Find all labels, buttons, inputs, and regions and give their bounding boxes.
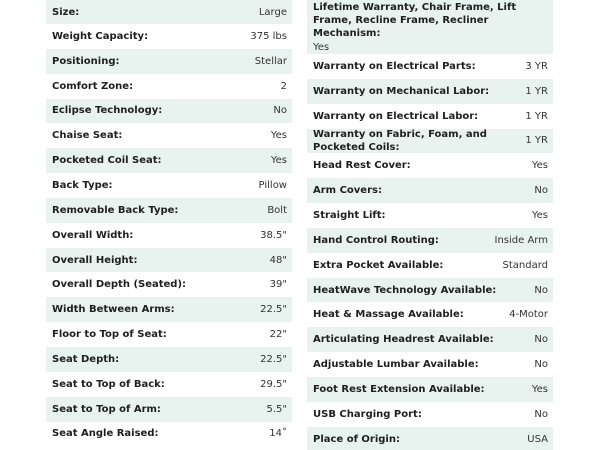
spec-row-pocketed-coil-seat xyxy=(46,148,292,173)
spec-row-usb-charging-port xyxy=(307,402,553,427)
spec-row-size xyxy=(46,0,292,24)
spec-value: Yes xyxy=(313,41,330,53)
spec-row-extra-pocket-available xyxy=(307,253,553,278)
spec-value: Yes xyxy=(270,155,287,167)
spec-label: Extra Pocket Available: xyxy=(313,259,444,271)
spec-label: Straight Lift: xyxy=(313,209,386,221)
spec-label: Removable Back Type: xyxy=(52,204,179,216)
spec-label: Warranty on Electrical Labor: xyxy=(313,110,479,122)
spec-row-chaise-seat xyxy=(46,123,292,148)
spec-row-seat-to-top-of-back xyxy=(46,372,292,397)
spec-label: Warranty on Mechanical Labor: xyxy=(313,85,490,97)
spec-table-right xyxy=(307,0,553,450)
spec-label: Warranty on Fabric, Foam, and Pocketed Coils: xyxy=(313,128,487,153)
spec-row-heat-massage-available xyxy=(307,302,553,327)
spec-row-overall-height xyxy=(46,248,292,273)
spec-table-left xyxy=(46,0,292,446)
spec-label: Heat & Massage Available: xyxy=(313,309,464,321)
spec-row-overall-width xyxy=(46,223,292,248)
spec-label: Seat to Top of Arm: xyxy=(52,403,161,415)
spec-row-arm-covers xyxy=(307,178,553,203)
spec-label: Warranty on Electrical Parts: xyxy=(313,60,476,72)
spec-value: No xyxy=(534,359,548,371)
spec-label: Overall Depth (Seated): xyxy=(52,279,187,291)
spec-value: No xyxy=(534,334,548,346)
spec-value: No xyxy=(534,284,548,296)
spec-value: 3 YR xyxy=(525,60,548,72)
spec-label: Floor to Top of Seat: xyxy=(52,329,167,341)
spec-value: 29.5" xyxy=(260,378,287,390)
spec-label: Arm Covers: xyxy=(313,185,382,197)
spec-label: Eclipse Technology: xyxy=(52,105,163,117)
spec-value: Yes xyxy=(531,383,548,395)
spec-value: Yes xyxy=(270,130,287,142)
spec-label: Adjustable Lumbar Available: xyxy=(313,359,479,371)
spec-label: Width Between Arms: xyxy=(52,304,175,316)
spec-value: No xyxy=(534,408,548,420)
spec-row-straight-lift xyxy=(307,203,553,228)
spec-label: Place of Origin: xyxy=(313,433,400,445)
spec-row-adjustable-lumbar-available xyxy=(307,352,553,377)
spec-row-foot-rest-extension-available xyxy=(307,377,553,402)
spec-label: USB Charging Port: xyxy=(313,408,422,420)
spec-row-comfort-zone xyxy=(46,74,292,99)
spec-row-warranty-on-electrical-parts xyxy=(307,54,553,79)
spec-row-eclipse-technology xyxy=(46,99,292,124)
spec-value: USA xyxy=(527,433,548,445)
spec-row-heatwave-technology-available xyxy=(307,278,553,303)
spec-row-weight-capacity xyxy=(46,24,292,49)
spec-row-warranty-on-mechanical-labor xyxy=(307,79,553,104)
spec-value: Large xyxy=(258,6,287,18)
spec-value: 5.5" xyxy=(266,403,287,415)
spec-row-back-type xyxy=(46,173,292,198)
spec-row-removable-back-type xyxy=(46,198,292,223)
spec-value: 1 YR xyxy=(525,85,548,97)
spec-value: 4-Motor xyxy=(509,309,548,321)
spec-label: Overall Width: xyxy=(52,229,134,241)
spec-label: Foot Rest Extension Available: xyxy=(313,383,485,395)
spec-label: Lifetime Warranty, Chair Frame, Lift Frame, Recline Frame, Recliner Mechanism: xyxy=(313,1,517,39)
spec-value: Yes xyxy=(531,209,548,221)
spec-value: 22" xyxy=(269,329,287,341)
spec-value: 375 lbs xyxy=(250,30,287,42)
spec-row-place-of-origin xyxy=(307,427,553,450)
spec-value: 39" xyxy=(269,279,287,291)
spec-label: Head Rest Cover: xyxy=(313,160,411,172)
spec-row-warranty-on-fabric-foam-and-pocketed-coils xyxy=(307,129,553,154)
spec-label: Seat Depth: xyxy=(52,353,120,365)
spec-label: Seat Angle Raised: xyxy=(52,428,159,440)
spec-value: No xyxy=(534,185,548,197)
spec-label: Overall Height: xyxy=(52,254,138,266)
spec-label: HeatWave Technology Available: xyxy=(313,284,497,296)
spec-value: 2 xyxy=(280,80,287,92)
spec-label: Articulating Headrest Available: xyxy=(313,334,494,346)
spec-label: Weight Capacity: xyxy=(52,30,149,42)
spec-value: Inside Arm xyxy=(494,234,548,246)
spec-row-width-between-arms xyxy=(46,297,292,322)
spec-value: 14˚ xyxy=(269,428,287,440)
spec-row-hand-control-routing xyxy=(307,228,553,253)
spec-row-overall-depth-seated xyxy=(46,272,292,297)
spec-label: Positioning: xyxy=(52,55,120,67)
spec-value: No xyxy=(273,105,287,117)
spec-label: Hand Control Routing: xyxy=(313,234,439,246)
spec-label: Pocketed Coil Seat: xyxy=(52,155,162,167)
spec-row-head-rest-cover xyxy=(307,153,553,178)
spec-row-floor-to-top-of-seat xyxy=(46,322,292,347)
spec-row-seat-to-top-of-arm xyxy=(46,397,292,422)
spec-value: 1 YR xyxy=(525,110,548,122)
spec-value: Yes xyxy=(531,160,548,172)
spec-row-warranty-on-electrical-labor xyxy=(307,104,553,129)
spec-value: 22.5" xyxy=(260,304,287,316)
spec-row-articulating-headrest-available xyxy=(307,327,553,352)
spec-value: 1 YR xyxy=(525,135,548,147)
spec-label: Comfort Zone: xyxy=(52,80,134,92)
spec-label: Size: xyxy=(52,6,80,18)
spec-value: Standard xyxy=(502,259,548,271)
spec-label: Chaise Seat: xyxy=(52,130,123,142)
spec-value: Stellar xyxy=(254,55,287,67)
spec-value: 38.5" xyxy=(260,229,287,241)
spec-row-positioning xyxy=(46,49,292,74)
spec-row-seat-depth xyxy=(46,347,292,372)
spec-value: Pillow xyxy=(258,179,287,191)
spec-label: Back Type: xyxy=(52,179,113,191)
spec-value: 48" xyxy=(269,254,287,266)
spec-row-seat-angle-raised xyxy=(46,422,292,447)
spec-value: 22.5" xyxy=(260,353,287,365)
spec-row-lifetime-warranty-chair-frame-lift-frame-recline-frame-recliner-mechanism xyxy=(307,0,553,54)
spec-value: Bolt xyxy=(267,204,287,216)
spec-label: Seat to Top of Back: xyxy=(52,378,165,390)
